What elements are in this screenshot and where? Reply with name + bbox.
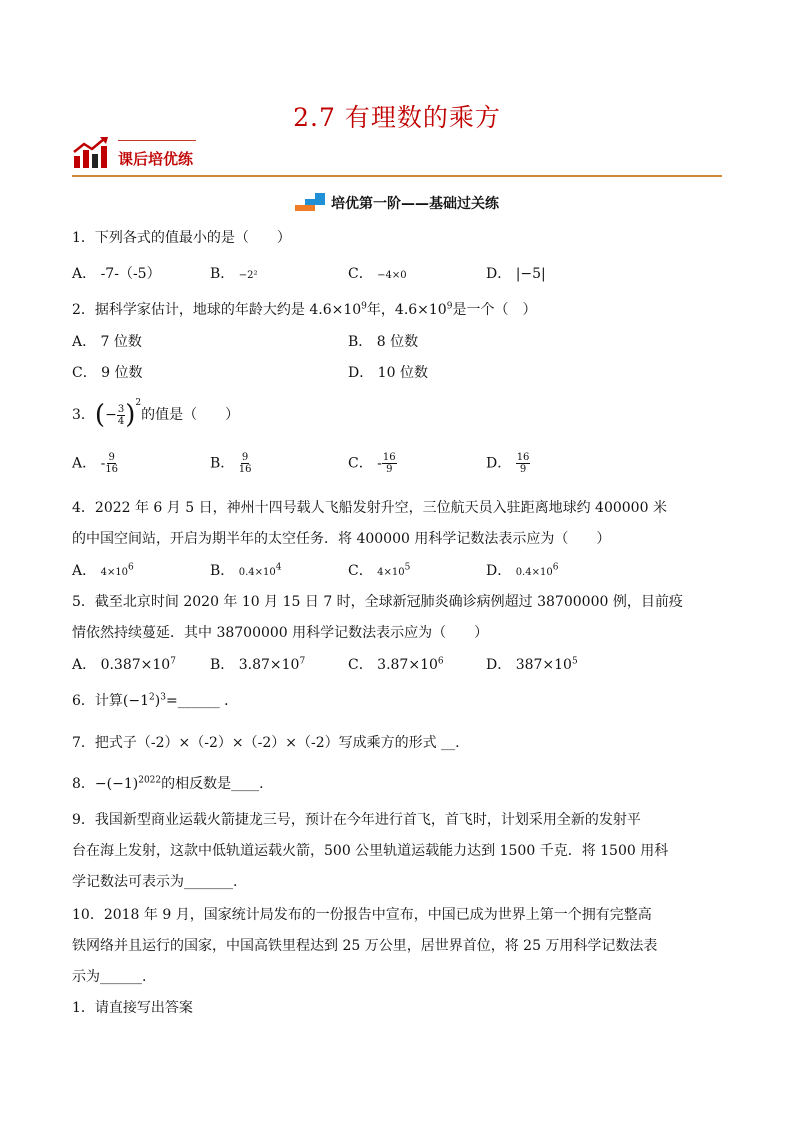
section-label: 课后培优练 xyxy=(118,150,194,168)
q5-option-d: D． $387\times 10^5$ xyxy=(486,656,578,673)
q3-option-a: A． - $\frac{9}{16}$ xyxy=(72,452,119,475)
question-5-line-1: 5．截至北京时间 2020 年 10 月 15 日 7 时，全球新冠肺炎确诊病例超过 38700000 例，目前疫 xyxy=(72,594,683,610)
q1-option-a: A． -7-（-5） xyxy=(72,266,161,282)
q3-option-c: C． - $\frac{16}{9}$ xyxy=(348,452,396,475)
q4-option-b: B． $0.4\times 10^4$ xyxy=(210,562,282,579)
q3-fraction: $\frac{3}{4}$ xyxy=(117,403,125,427)
question-8: 8．$-(-1)^{2022}$的相反数是____. xyxy=(72,775,264,792)
q1-option-b: B． −2² xyxy=(210,266,258,282)
q4-option-d: D． $0.4\times 10^6$ xyxy=(486,562,559,579)
question-4-line-1: 4．2022 年 6 月 5 日，神州十四号载人飞船发射升空，三位航天员入驻距离地球约 400000 米 xyxy=(72,500,667,516)
q3-option-b: B． $\frac{9}{16}$ xyxy=(210,452,252,475)
q2-option-d: D． 10 位数 xyxy=(348,365,428,381)
q2-option-a: A． 7 位数 xyxy=(72,334,142,350)
q5-option-b: B． $3.87\times 10^7$ xyxy=(210,656,306,673)
q3-option-d: D． $\frac{16}{9}$ xyxy=(486,452,530,475)
stairs-icon xyxy=(295,193,325,211)
subheading xyxy=(0,193,794,213)
question-5-line-2: 情依然持续蔓延．其中 38700000 用科学记数法表示应为（ ） xyxy=(72,625,489,641)
question-6: 6．计算$(-1^2)^3=\_\_\_\_\_\_$ ． xyxy=(72,692,239,709)
question-4-line-2: 的中国空间站，开启为期半年的太空任务．将 400000 用科学记数法表示应为（ ） xyxy=(72,531,611,547)
question-7: 7．把式子（-2）×（-2）×（-2）×（-2）写成乘方的形式 __. xyxy=(72,735,460,751)
q1-option-c: C． −4×0 xyxy=(348,266,407,282)
question-9-line-2: 台在海上发射，这款中低轨道运载火箭，500 公里轨道运载能力达到 1500 千克．将 1500 用科 xyxy=(72,843,669,859)
q1-option-d: D． |−5| xyxy=(486,266,546,282)
question-10-line-1: 10．2018 年 9 月，国家统计局发布的一份报告中宣布，中国已成为世界上第一个拥有完整高 xyxy=(72,907,652,923)
question-1-stem: 1．下列各式的值最小的是（ ） xyxy=(72,230,291,246)
growth-chart-icon xyxy=(72,136,112,170)
q4-option-c: C． $4\times 10^5$ xyxy=(348,562,411,579)
question-10-line-2: 铁网络并且运行的国家，中国高铁里程达到 25 万公里，居世界首位，将 25 万用科学记数法表 xyxy=(72,938,658,954)
q5-option-c: C． $3.87\times 10^6$ xyxy=(348,656,444,673)
q2-option-c: C． 9 位数 xyxy=(72,365,143,381)
question-9-line-1: 9．我国新型商业运载火箭捷龙三号，预计在今年进行首飞，首飞时，计划采用全新的发射平 xyxy=(72,812,641,828)
q2-option-b: B． 8 位数 xyxy=(348,334,419,350)
question-10-line-3: 示为______. xyxy=(72,969,147,985)
question-9-line-3: 学记数法可表示为_______. xyxy=(72,874,238,890)
section-header xyxy=(72,136,722,178)
question-3-stem: 3．(− $\frac{3}{4}$ )$^2$的值是（ ） xyxy=(72,398,240,430)
q4-option-a: A． $4\times 10^6$ xyxy=(72,562,134,579)
section-bottom-rule xyxy=(72,175,722,177)
section-top-rule xyxy=(118,140,196,141)
subheading-text: 培优第一阶——基础过关练 xyxy=(331,196,499,212)
question-next: 1．请直接写出答案 xyxy=(72,1000,193,1016)
q5-option-a: A． $0.387\times 10^7$ xyxy=(72,656,176,673)
question-2-stem: 2．据科学家估计，地球的年龄大约是 $4.6\times 10^9$年，$4.6\times 10^9$是一个（ ） xyxy=(72,301,537,318)
page-title: 2.7 有理数的乘方 xyxy=(293,103,501,132)
